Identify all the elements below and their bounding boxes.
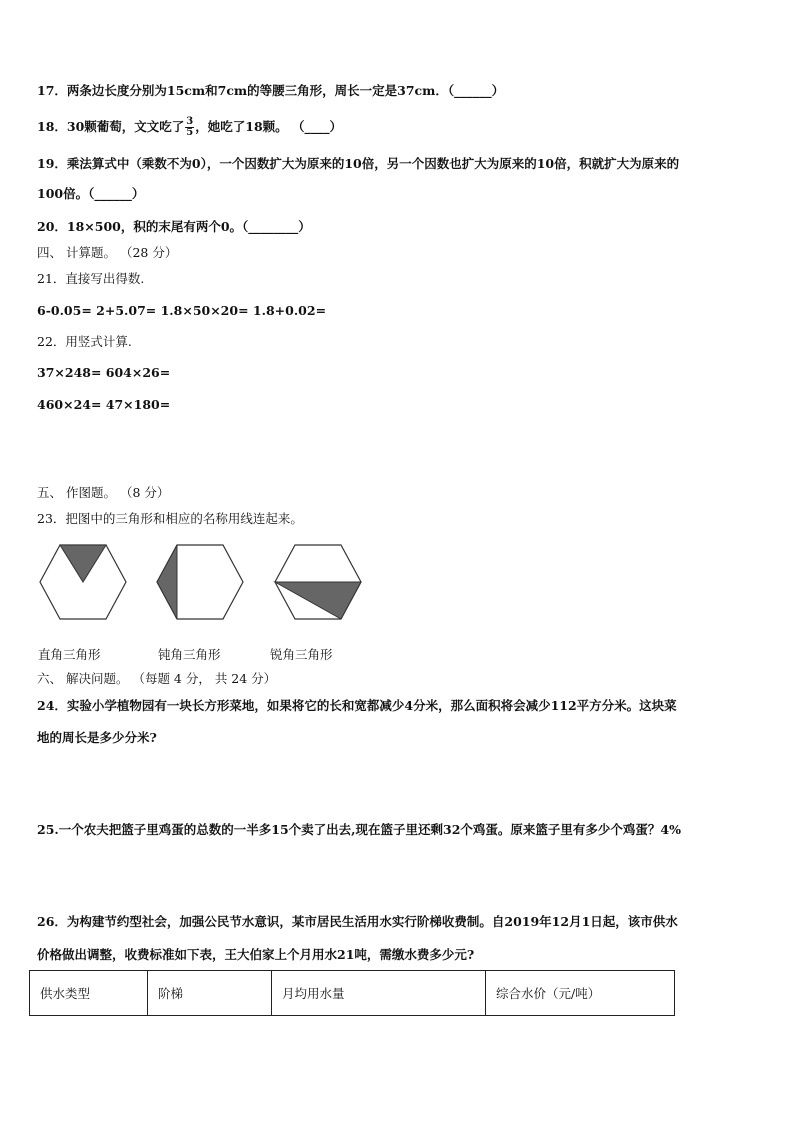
hexagon-figure-acute-triangle xyxy=(273,543,363,621)
shaded-triangle xyxy=(157,545,177,619)
question-21-items: 6-0.05= 2+5.07= 1.8×50×20= 1.8+0.02= xyxy=(37,303,327,318)
fraction-three-fifths xyxy=(185,117,194,138)
question-24-line2: 地的周长是多少分米? xyxy=(37,730,157,745)
water-price-table xyxy=(29,970,675,1016)
question-24-line1: 24．实验小学植物园有一块长方形菜地，如果将它的长和宽都减少4分米，那么面积将会减少112平方分米。这块菜 xyxy=(37,698,677,713)
fraction-denominator: 5 xyxy=(186,127,194,138)
question-26-line1: 26．为构建节约型社会，加强公民节水意识，某市居民生活用水实行阶梯收费制。自2019年12月1日起，该市供水 xyxy=(37,914,678,929)
question-25: 25.一个农夫把篮子里鸡蛋的总数的一半多15个卖了出去,现在篮子里还剩32个鸡蛋。原来篮子里有多少个鸡蛋？4% xyxy=(37,822,681,837)
hexagon-figure-right-triangle xyxy=(38,543,128,621)
question-21: 21．直接写出得数. xyxy=(37,271,145,286)
section-6-heading: 六、 解决问题。 （每题 4 分， 共 24 分） xyxy=(37,671,277,686)
question-22: 22．用竖式计算. xyxy=(37,334,132,349)
table-header-cell: 阶梯 xyxy=(148,971,272,1016)
table-header-cell: 综合水价（元/吨） xyxy=(486,971,675,1016)
question-23: 23．把图中的三角形和相应的名称用线连起来。 xyxy=(37,511,303,526)
section-4-heading: 四、 计算题。 （28 分） xyxy=(37,245,178,260)
section-5-heading: 五、 作图题。 （8 分） xyxy=(37,485,170,500)
question-19-line1: 19．乘法算式中（乘数不为0），一个因数扩大为原来的10倍，另一个因数也扩大为原来的10倍，积就扩大为原来的 xyxy=(37,156,680,171)
question-26-line2: 价格做出调整，收费标准如下表，王大伯家上个月用水21吨，需缴水费多少元? xyxy=(37,947,475,962)
hexagon-figure-obtuse-triangle xyxy=(155,543,245,621)
question-17: 17．两条边长度分别为15cm和7cm的等腰三角形，周长一定是37cm．（______） xyxy=(37,83,505,98)
question-18 xyxy=(37,117,342,138)
table-header-row xyxy=(30,971,675,1016)
fraction-numerator: 3 xyxy=(186,116,194,127)
question-22-row1: 37×248= 604×26= xyxy=(37,365,171,380)
question-18-suffix: ，她吃了18颗。 （____） xyxy=(195,119,343,134)
question-22-row2: 460×24= 47×180= xyxy=(37,397,171,412)
label-acute-triangle: 锐角三角形 xyxy=(270,647,333,662)
label-right-triangle: 直角三角形 xyxy=(38,647,101,662)
question-19-line2: 100倍。（______） xyxy=(37,186,145,201)
table-header-cell: 供水类型 xyxy=(30,971,148,1016)
question-18-prefix: 18．30颗葡萄，文文吃了 xyxy=(37,119,185,134)
question-20: 20．18×500，积的末尾有两个0。（________） xyxy=(37,219,311,234)
table-header-cell: 月均用水量 xyxy=(272,971,486,1016)
label-obtuse-triangle: 钝角三角形 xyxy=(158,647,221,662)
